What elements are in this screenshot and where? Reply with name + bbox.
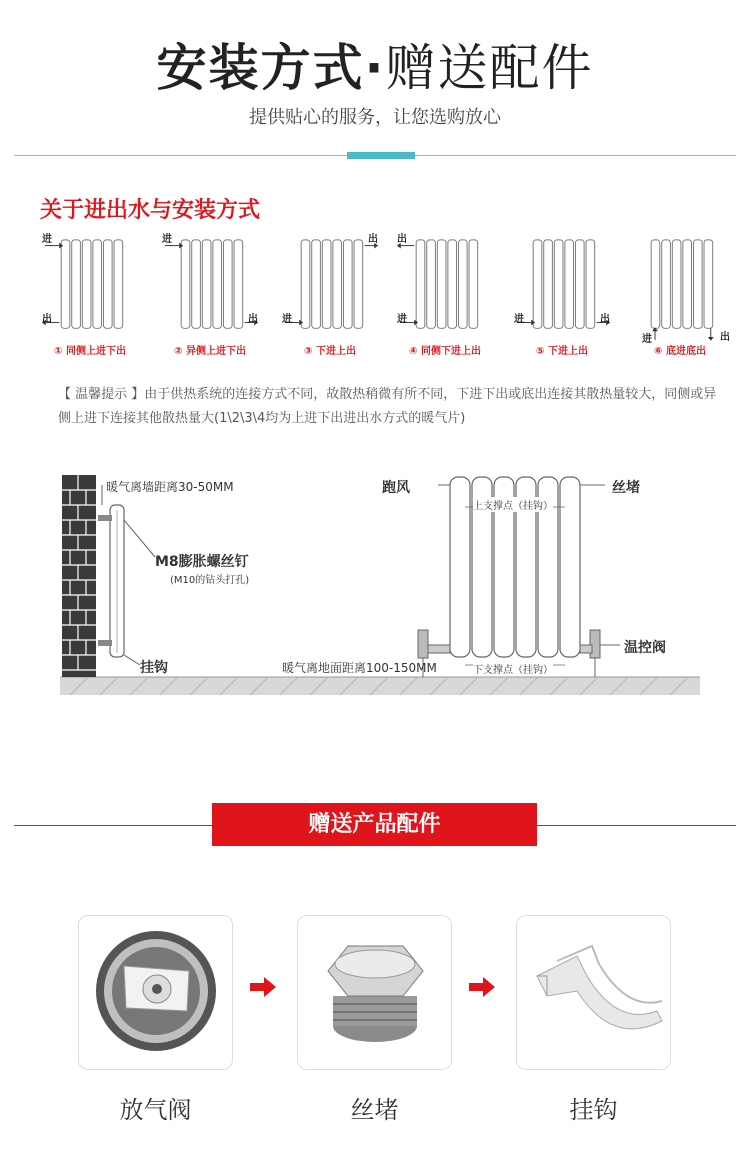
air-valve-photo [78,915,233,1070]
section-title-connection: 关于进出水与安装方式 [40,198,261,223]
bolt-note-label: (M10的钻头打孔) [170,575,250,586]
radiator-mini-icon [160,230,260,342]
connection-type-caption: ⑤ 下进上出 [536,346,588,357]
connection-type-caption: ① 同侧上进下出 [54,346,126,357]
wall-distance-label: 暖气离墙距离30-50MM [106,480,234,494]
outlet-label: 出 [42,314,52,325]
product-label-hook: 挂钩 [569,1096,618,1124]
plug-photo [297,915,452,1070]
radiator-mini-icon [395,230,495,342]
inlet-label: 进 [397,314,407,325]
connection-type-2 [160,230,260,365]
bolt-label: M8膨胀螺丝钉 [155,554,249,570]
connection-type-caption: ③ 下进上出 [304,346,356,357]
header [0,0,750,165]
connection-type-6 [630,230,730,365]
inlet-label: 进 [162,234,172,245]
connection-type-caption: ⑥ 底进底出 [654,346,706,357]
outlet-label: 出 [397,234,407,245]
page-title [0,28,750,100]
outlet-label: 出 [248,314,258,325]
floor-distance-label: 暖气离地面距离100-150MM [282,661,437,675]
inlet-label: 进 [642,334,652,345]
plug-label: 丝堵 [612,480,640,496]
hook-photo [516,915,671,1070]
product-label-plug: 丝堵 [350,1096,399,1124]
inlet-label: 进 [42,234,52,245]
outlet-label: 出 [720,332,730,343]
upper-support-label: 上支撑点（挂钩） [473,497,553,512]
title-dot: · [364,39,386,97]
header-divider-accent [347,152,415,159]
air-valve-label: 跑风 [382,480,410,496]
lower-support-label: 下支撑点（挂钩） [473,661,553,676]
title-main: 安装方式 [156,39,365,97]
radiator-mini-icon [512,230,612,342]
connection-type-1 [40,230,140,365]
connection-type-caption: ② 异侧上进下出 [174,346,246,357]
radiator-mini-icon [40,230,140,342]
outlet-label: 出 [600,314,610,325]
tip-text: 【 温馨提示 】由于供热系统的连接方式不同，故散热稍微有所不同，下进下出或底出连接其散热量较大，同侧或异侧上进下连接其他散热量大(1\2\3\4均为上进下出进出水方式的暖气片) [58,387,717,426]
radiator-mini-icon [630,230,730,342]
page-subtitle: 提供贴心的服务，让您选购放心 [249,107,501,128]
inlet-label: 进 [514,314,524,325]
gift-section-title: 赠送产品配件 [212,803,537,846]
inlet-label: 进 [282,314,292,325]
connection-type-5 [512,230,612,365]
connection-type-caption: ④ 同侧下进上出 [409,346,481,357]
connection-type-3 [280,230,380,365]
radiator-mini-icon [280,230,380,342]
hook-label: 挂钩 [140,660,168,676]
arrow-icon [467,975,497,999]
title-sub: 赠送配件 [385,39,594,97]
thermo-valve-label: 温控阀 [624,640,666,656]
outlet-label: 出 [368,234,378,245]
install-diagram [60,465,700,700]
connection-types [40,230,730,365]
arrow-icon [248,975,278,999]
product-label-air-valve: 放气阀 [119,1096,192,1124]
connection-type-4 [395,230,495,365]
